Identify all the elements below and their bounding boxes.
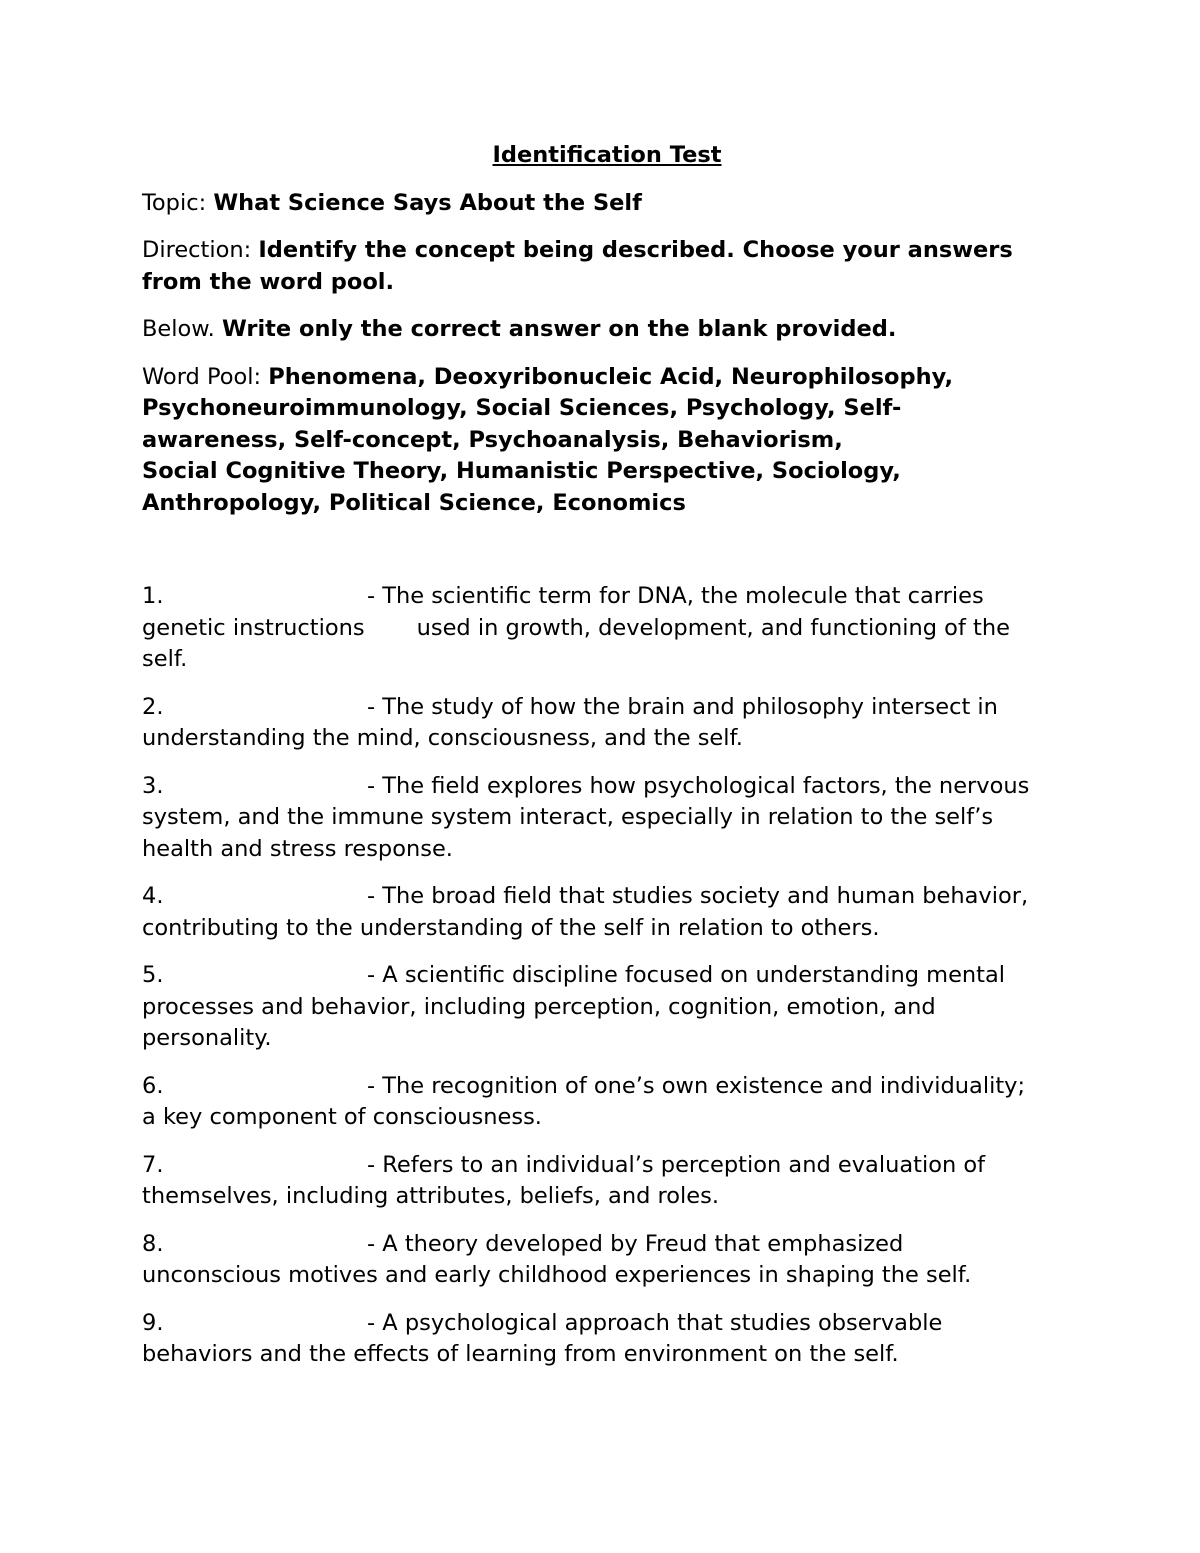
topic-line xyxy=(142,188,1072,220)
question-text: system, and the immune system interact, especially in relation to the self’s xyxy=(142,804,994,830)
word-pool-line: Anthropology, Political Science, Economics xyxy=(142,489,686,516)
question-number: 4. xyxy=(142,883,164,909)
question-text: - Refers to an individual’s perception and evaluation of xyxy=(367,1151,986,1178)
question-item xyxy=(142,771,1072,866)
question-number: 1. xyxy=(142,583,164,609)
question-number: 6. xyxy=(142,1072,164,1099)
topic-label: Topic: xyxy=(142,189,214,216)
question-text: processes and behavior, including perception, cognition, emotion, and xyxy=(142,993,936,1020)
question-text: unconscious motives and early childhood experiences in shaping the self. xyxy=(142,1262,972,1288)
question-text: - The broad field that studies society and human behavior, xyxy=(367,883,1029,909)
question-item xyxy=(142,1229,1072,1292)
below-label: Below. xyxy=(142,316,222,342)
question-text: - A psychological approach that studies observable xyxy=(367,1309,943,1336)
below-value: Write only the correct answer on the blank provided. xyxy=(221,316,897,342)
direction-line xyxy=(142,235,1072,298)
question-text: personality. xyxy=(142,1025,272,1051)
question-text: a key component of consciousness. xyxy=(142,1104,542,1130)
word-pool-line: Social Cognitive Theory, Humanistic Perspective, Sociology, xyxy=(142,458,901,484)
question-text: - The field explores how psychological factors, the nervous xyxy=(367,772,1030,799)
question-text: health and stress response. xyxy=(142,835,453,862)
direction-label: Direction: xyxy=(142,237,259,263)
question-item xyxy=(142,960,1072,1055)
word-pool-line: awareness, Self-concept, Psychoanalysis, Behaviorism, xyxy=(142,426,843,453)
question-item xyxy=(142,1150,1072,1213)
topic-value: What Science Says About the Self xyxy=(213,189,642,216)
question-text: self. xyxy=(142,646,188,672)
document-title: Identification Test xyxy=(492,142,722,168)
question-text: - The recognition of one’s own existence and individuality; xyxy=(367,1072,1026,1099)
question-number: 7. xyxy=(142,1151,164,1178)
word-pool-line: Phenomena, Deoxyribonucleic Acid, Neurophilosophy, xyxy=(268,363,954,390)
question-number: 8. xyxy=(142,1230,164,1257)
question-text: behaviors and the effects of learning from environment on the self. xyxy=(142,1341,899,1367)
question-number: 2. xyxy=(142,693,164,720)
question-number: 3. xyxy=(142,772,164,799)
question-item xyxy=(142,581,1072,676)
question-text: - The study of how the brain and philosophy intersect in xyxy=(367,693,998,720)
question-list xyxy=(142,581,1072,1371)
question-item xyxy=(142,1308,1072,1371)
question-item xyxy=(142,692,1072,755)
question-number: 5. xyxy=(142,962,164,988)
word-pool-label: Word Pool: xyxy=(142,363,269,390)
question-text: used in growth, development, and functioning of the xyxy=(416,614,1010,641)
direction-value: Identify the concept being described. Choose your answers from the word pool. xyxy=(142,237,1013,295)
question-text: contributing to the understanding of the self in relation to others. xyxy=(142,914,880,941)
below-line xyxy=(142,314,1072,346)
question-item xyxy=(142,881,1072,944)
document-content xyxy=(142,140,1072,1371)
question-text: understanding the mind, consciousness, and the self. xyxy=(142,725,743,751)
question-text: - A theory developed by Freud that emphasized xyxy=(367,1230,904,1257)
question-number: 9. xyxy=(142,1309,164,1336)
question-text: genetic instructions xyxy=(142,614,365,641)
question-item xyxy=(142,1071,1072,1134)
word-pool xyxy=(142,362,1072,520)
question-text: themselves, including attributes, beliefs, and roles. xyxy=(142,1183,720,1209)
question-text: - A scientific discipline focused on understanding mental xyxy=(367,962,1006,988)
question-text: - The scientific term for DNA, the molecule that carries xyxy=(367,583,984,609)
word-pool-line: Psychoneuroimmunology, Social Sciences, Psychology, Self- xyxy=(142,395,902,421)
